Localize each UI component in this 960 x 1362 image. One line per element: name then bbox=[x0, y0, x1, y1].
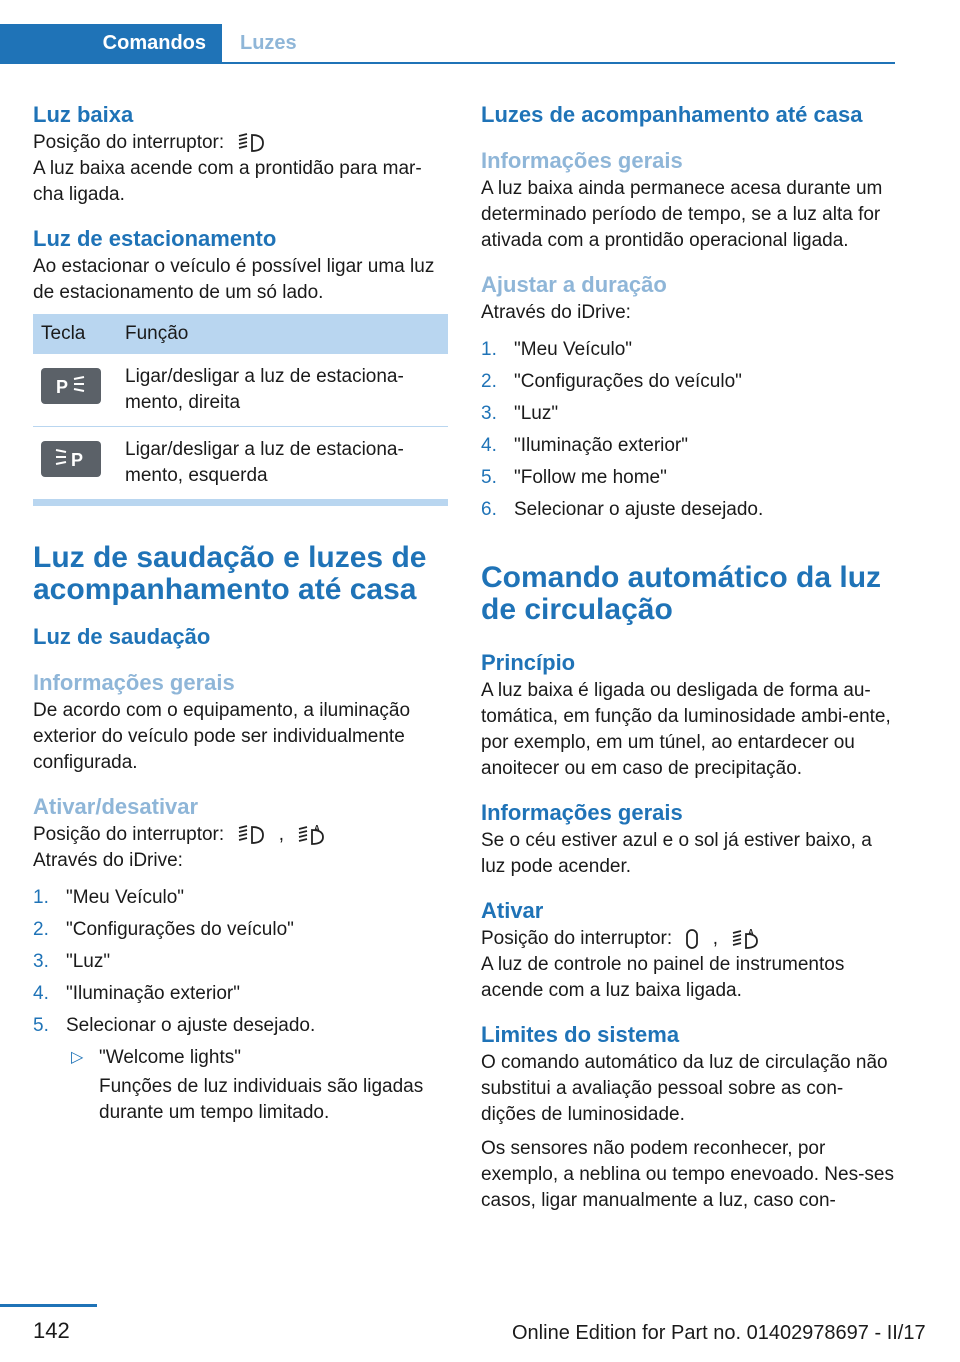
svg-text:P: P bbox=[56, 377, 69, 397]
list-item: 1. "Meu Veículo" bbox=[481, 339, 633, 360]
switch-position-line: Posição do interruptor: , A bbox=[33, 822, 449, 848]
table-cell: Ligar/desligar a luz de estaciona-mento, direita bbox=[117, 354, 448, 427]
luz-baixa-text: A luz baixa acende com a prontidão para mar-cha ligada. bbox=[33, 158, 422, 205]
low-beam-icon bbox=[237, 133, 265, 153]
tab-comandos[interactable]: Comandos bbox=[0, 24, 222, 62]
info-gerais-heading: Informações gerais bbox=[33, 670, 235, 695]
list-item: 1. "Meu Veículo" bbox=[33, 887, 185, 908]
triangle-bullet-icon: ▷ bbox=[71, 1049, 84, 1066]
svg-text:A: A bbox=[314, 823, 321, 833]
left-column bbox=[33, 100, 449, 1126]
steps-list bbox=[481, 334, 897, 526]
info-gerais-text: Se o céu estiver azul e o sol já estiver baixo, a luz pode acender. bbox=[481, 830, 872, 877]
list-item: 2. "Configurações do veículo" bbox=[481, 371, 742, 392]
switch-off-icon bbox=[685, 928, 699, 950]
ativar-text: A luz de controle no painel de instrumentos acende com a luz baixa ligada. bbox=[481, 954, 845, 1001]
idrive-label: Através do iDrive: bbox=[481, 302, 631, 323]
switch-position-line: Posição do interruptor: , A bbox=[481, 926, 897, 952]
sub-list-text: Funções de luz individuais são ligadas durante um tempo limitado. bbox=[99, 1076, 424, 1123]
steps-list bbox=[33, 882, 449, 1042]
parking-light-right-icon bbox=[41, 368, 101, 404]
ativar-heading: Ativar bbox=[481, 898, 544, 923]
parking-light-table bbox=[33, 314, 448, 500]
list-item: 3. "Luz" bbox=[33, 951, 111, 972]
auto-light-icon bbox=[731, 928, 759, 950]
estacionamento-heading: Luz de estacionamento bbox=[33, 226, 277, 251]
info-gerais-text: De acordo com o equipamento, a iluminação exterior do veículo pode ser individualmente configurada. bbox=[33, 700, 411, 773]
list-item: 4. "Iluminação exterior" bbox=[481, 435, 689, 456]
page-number: 142 bbox=[33, 1318, 70, 1343]
table-cell: Ligar/desligar a luz de estaciona-mento, esquerda bbox=[117, 427, 448, 500]
list-item: 3. "Luz" bbox=[481, 403, 559, 424]
low-beam-icon bbox=[237, 825, 265, 845]
list-item: 5. Selecionar o ajuste desejado. bbox=[33, 1015, 316, 1036]
table-row bbox=[33, 427, 448, 500]
comando-automatico-heading: Comando automático da luz de circulação bbox=[481, 561, 882, 626]
right-column bbox=[481, 100, 897, 1214]
luz-baixa-heading: Luz baixa bbox=[33, 102, 134, 127]
col-header-tecla: Tecla bbox=[33, 314, 117, 354]
parking-light-left-icon bbox=[41, 441, 101, 477]
luz-saudacao-heading: Luz de saudação bbox=[33, 624, 211, 649]
list-item: 5. "Follow me home" bbox=[481, 467, 667, 488]
ativar-desativar-heading: Ativar/desativar bbox=[33, 794, 199, 819]
edition-note: Online Edition for Part no. 01402978697 - II/17 bbox=[512, 1322, 926, 1344]
limites-text-1: O comando automático da luz de circulação não substitui a avaliação pessoal sobre as con-dições de luminosidade. bbox=[481, 1052, 888, 1125]
svg-text:A: A bbox=[748, 927, 755, 937]
info-gerais-heading: Informações gerais bbox=[481, 148, 683, 173]
limites-text-2: Os sensores não podem reconhecer, por exemplo, a neblina ou tempo enevoado. Nes-ses casos, ligar manualmente a luz, caso con- bbox=[481, 1138, 894, 1211]
limites-heading: Limites do sistema bbox=[481, 1022, 680, 1047]
sub-list-item: ▷ "Welcome lights" bbox=[33, 1042, 449, 1074]
info-gerais-text: A luz baixa ainda permanece acesa durante um determinado período de tempo, se a luz alta for ativada com a prontidão operacional ligada. bbox=[481, 178, 883, 251]
list-item: 6. Selecionar o ajuste desejado. bbox=[481, 499, 764, 520]
auto-light-icon bbox=[297, 824, 325, 846]
list-item: 4. "Iluminação exterior" bbox=[33, 983, 241, 1004]
col-header-funcao: Função bbox=[117, 314, 448, 354]
table-row bbox=[33, 354, 448, 427]
list-item: 2. "Configurações do veículo" bbox=[33, 919, 294, 940]
principio-heading: Princípio bbox=[481, 650, 576, 675]
idrive-label: Através do iDrive: bbox=[33, 850, 183, 871]
principio-text: A luz baixa é ligada ou desligada de forma au-tomática, em função da luminosidade ambi-ente, por exemplo, em um túnel, ao entardecer ou anoitecer ou em caso de precipitação. bbox=[481, 680, 891, 779]
switch-position-line: Posição do interruptor: bbox=[33, 130, 449, 156]
saudacao-heading: Luz de saudação e luzes de acompanhamento até casa bbox=[33, 541, 427, 606]
info-gerais-heading: Informações gerais bbox=[481, 800, 683, 825]
acompanhamento-heading: Luzes de acompanhamento até casa bbox=[481, 102, 863, 127]
estacionamento-text: Ao estacionar o veículo é possível ligar uma luz de estacionamento de um só lado. bbox=[33, 256, 435, 303]
svg-text:P: P bbox=[71, 450, 84, 470]
ajustar-duracao-heading: Ajustar a duração bbox=[481, 272, 667, 297]
tab-luzes[interactable]: Luzes bbox=[240, 31, 297, 54]
footer-rule bbox=[0, 1304, 97, 1307]
